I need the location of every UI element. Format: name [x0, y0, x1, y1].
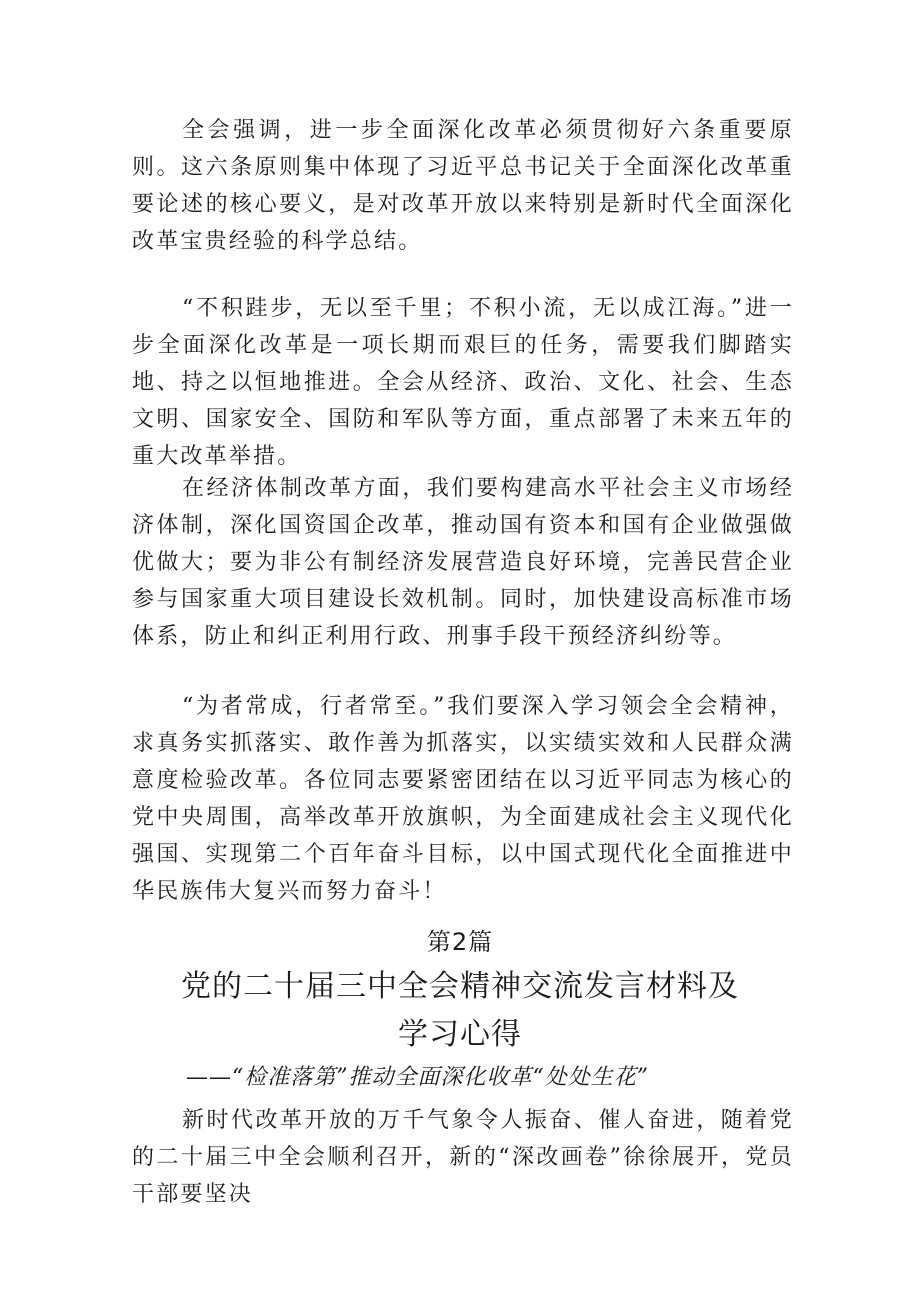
- paragraph-call-to-action: “为者常成，行者常至。”我们要深入学习领会全会精神，求真务实抓落实、敢作善为抓落实，以实绩实效和人民群众满意度检验改革。各位同志要紧密团结在以习近平同志为核心的党中央周围，高举改革开放旗帜，为全面建成社会主义现代化强国、实现第二个百年奋斗目标，以中国式现代化全面推进中华民族伟大复兴而努力奋斗！: [132, 694, 794, 904]
- document-title: 党的二十届三中全会精神交流发言材料及学习心得: [181, 969, 739, 1052]
- part-label: 第2篇: [426, 928, 494, 956]
- paragraph-new-era: 新时代改革开放的万千气象令人振奋、催人奋进，随着党的二十届三中全会顺利召开，新的“深改画卷”徐徐展开，党员干部要坚决: [132, 1108, 794, 1207]
- document-subtitle: ——“检准落第”推动全面深化收革“处处生花”: [186, 1065, 649, 1090]
- paragraph-principles: 全会强调，进一步全面深化改革必须贯彻好六条重要原则。这六条原则集中体现了习近平总书记关于全面深化改革重要论述的核心要义，是对改革开放以来特别是新时代全面深化改革宝贵经验的科学总结。: [132, 118, 794, 254]
- paragraph-economic-reform: 在经济体制改革方面，我们要构建高水平社会主义市场经济体制，深化国资国企改革，推动国有资本和国有企业做强做优做大；要为非公有制经济发展营造良好环境，完善民营企业参与国家重大项目建设长效机制。同时，加快建设高标准市场体系，防止和纠正利用行政、刑事手段干预经济纠纷等。: [132, 476, 794, 649]
- paragraph-long-term-task: “不积跬步，无以至千里；不积小流，无以成江海。”进一步全面深化改革是一项长期而艰巨的任务，需要我们脚踏实地、持之以恒地推进。全会从经济、政治、文化、社会、生态文明、国家安全、国防和军队等方面，重点部署了未来五年的重大改革举措。: [132, 296, 794, 469]
